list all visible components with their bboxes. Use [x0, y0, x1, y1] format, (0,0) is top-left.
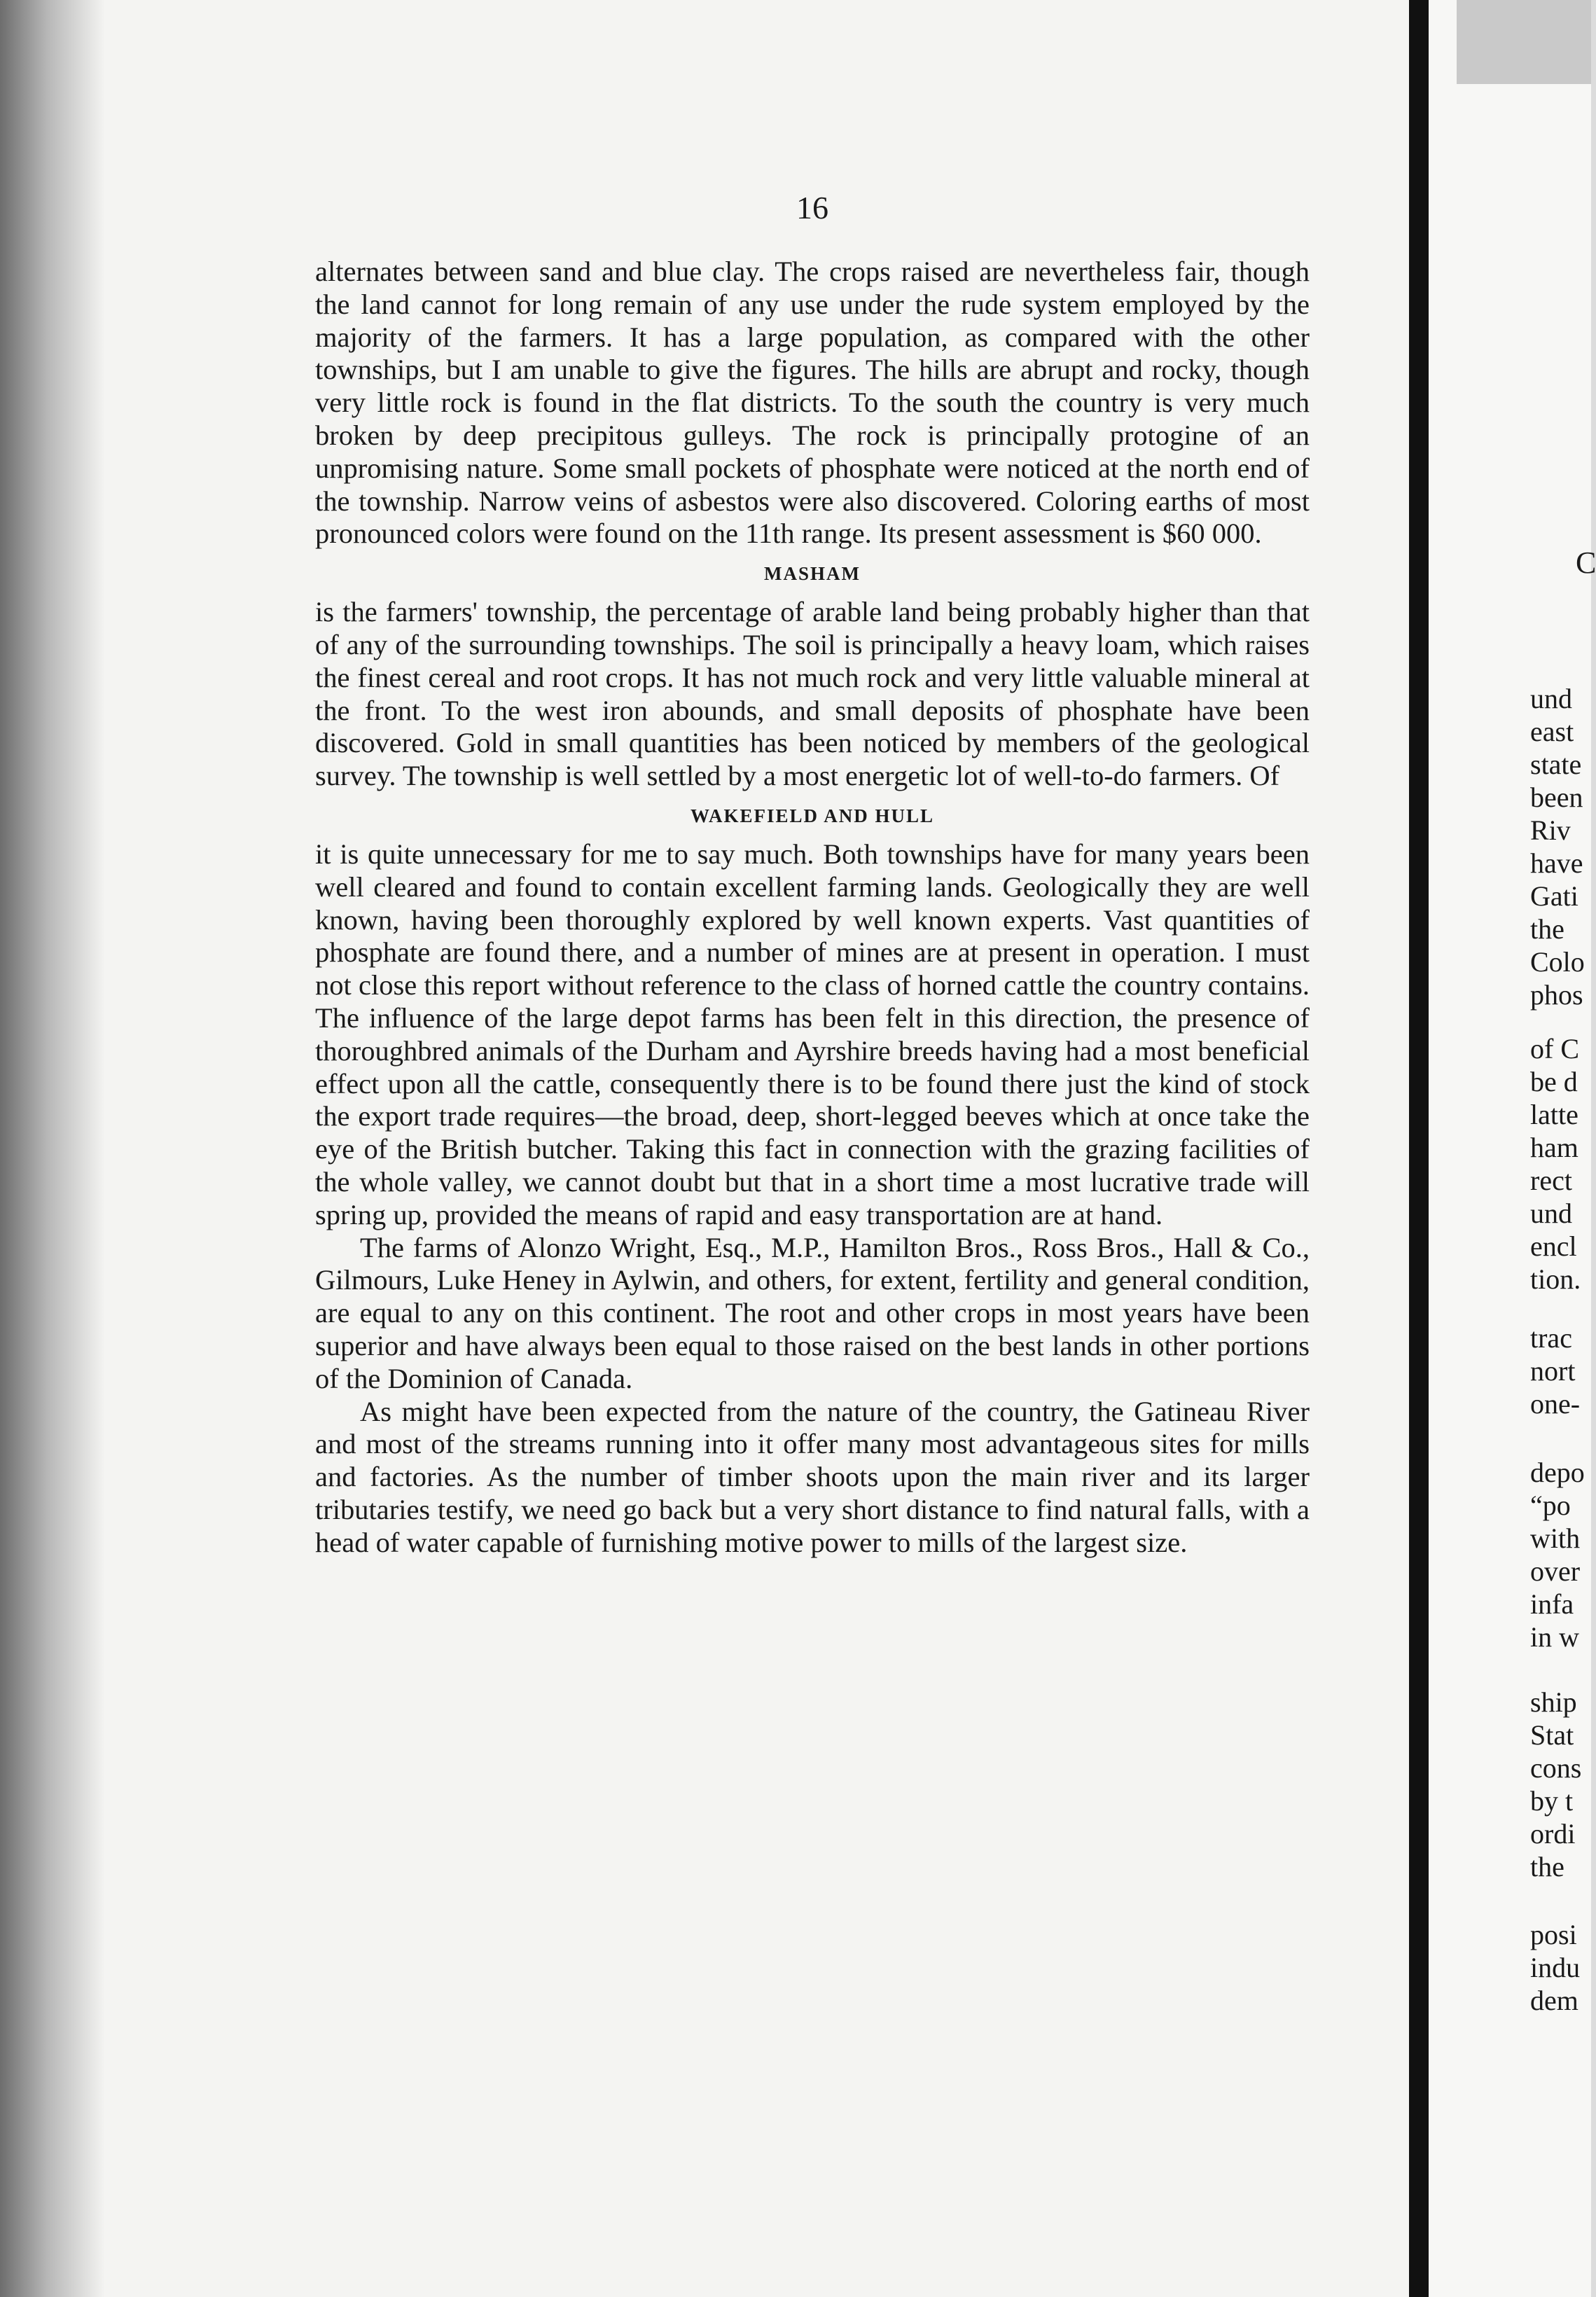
- paragraph-mills: As might have been expected from the nature of the country, the Gatineau River and most of the streams running into it offer many most advantageous sites for mills and factories. As the number of timber shoots upon the main river and its larger tributaries testify, we need go back but a very short distance to find natural falls, with a head of water capable of furnishing motive power to mills of the largest size.: [315, 1395, 1310, 1558]
- right-fragment: latte: [1530, 1099, 1578, 1130]
- right-fragment: by t: [1530, 1785, 1574, 1817]
- right-fragment: nort: [1530, 1355, 1576, 1387]
- right-fragment: “po: [1530, 1490, 1571, 1521]
- right-fragment: been: [1530, 782, 1583, 813]
- right-fragment: depo: [1530, 1457, 1585, 1488]
- right-fragment: east: [1530, 716, 1574, 747]
- binding-shadow: [0, 0, 105, 2297]
- right-fragment: indu: [1530, 1952, 1581, 1983]
- right-page-torn-corner: [1457, 0, 1591, 84]
- heading-masham: MASHAM: [764, 563, 861, 585]
- right-fragment: have: [1530, 847, 1583, 879]
- right-fragment-heading: C: [1576, 546, 1596, 580]
- right-fragment: with: [1530, 1522, 1581, 1554]
- right-fragment: ordi: [1530, 1818, 1576, 1850]
- right-fragment: Colo: [1530, 946, 1585, 978]
- paragraph-masham: is the farmers' township, the percentage of arable land being probably higher than that of any of the surrounding townships. The soil is principally a heavy loam, which raises the finest cereal and root crops. It has not much rock and very little valuable mineral at the front. To the west iron abounds, and small deposits of phosphate have been discovered. Gold in small quantities has been noticed by members of the geological survey. The township is well settled by a most energetic lot of well-to-do farmers. Of: [315, 596, 1310, 792]
- right-fragment: in w: [1530, 1621, 1579, 1653]
- right-fragment: rect: [1530, 1165, 1572, 1196]
- right-fragment: Gati: [1530, 880, 1578, 912]
- right-fragment: one-: [1530, 1388, 1581, 1420]
- right-fragment: posi: [1530, 1919, 1577, 1950]
- right-fragment: phos: [1530, 979, 1583, 1011]
- paragraph-opening: alternates between sand and blue clay. The crops raised are nevertheless fair, though the land cannot for long remain of any use under the rude system employed by the majority of the farmers. It has a large population, as compared with the other townships, but I am unable to give the figures. The hills are abrupt and rocky, though very little rock is found in the flat districts. To the south the country is very much broken by deep precipitous gulleys. The rock is principally protogine of an unpromising nature. Some small pockets of phosphate were noticed at the north end of the township. Narrow veins of asbestos were also discovered. Coloring earths of most pronounced colors were found on the 11th range. Its present assessment is $60 000.: [315, 256, 1310, 550]
- right-fragment: und: [1530, 683, 1572, 714]
- page-number: 16: [796, 190, 828, 225]
- right-fragment: ham: [1530, 1132, 1578, 1163]
- right-fragment: encl: [1530, 1230, 1577, 1262]
- paragraph-wakefield: it is quite unnecessary for me to say much. Both townships have for many years been well cleared and found to contain excellent farming lands. Geologically they are well known, having been thoroughly explored by well known experts. Vast quantities of phosphate are found there, and a number of mines are at present in operation. I must not close this report without reference to the class of horned cattle the country contains. The influence of the large depot farms has been felt in this direction, the presence of thoroughbred animals of the Durham and Ayrshire breeds having had a most beneficial effect upon all the cattle, consequently there is to be found there just the kind of stock the export trade requires—the broad, deep, short-legged beeves which at once take the eye of the British butcher. Taking this fact in connection with the grazing facilities of the whole valley, we cannot doubt but that in a short time a most lucrative trade will spring up, provided the means of rapid and easy transportation are at hand.: [315, 838, 1310, 1230]
- paragraph-farms: The farms of Alonzo Wright, Esq., M.P., Hamilton Bros., Ross Bros., Hall & Co., Gilmours, Luke Heney in Aylwin, and others, for extent, fertility and general condition, are equal to any on this continent. The root and other crops in most years have been superior and have always been equal to those raised on the best lands in other portions of the Dominion of Canada.: [315, 1231, 1310, 1394]
- right-fragment: state: [1530, 749, 1582, 780]
- right-fragment: infa: [1530, 1588, 1574, 1620]
- right-fragment: und: [1530, 1198, 1572, 1229]
- right-fragment: trac: [1530, 1322, 1572, 1354]
- right-fragment: Stat: [1530, 1719, 1574, 1751]
- heading-wakefield-and-hull: WAKEFIELD AND HULL: [690, 805, 935, 826]
- right-fragment: tion.: [1530, 1263, 1581, 1295]
- right-fragment: over: [1530, 1555, 1581, 1587]
- page-body: [315, 256, 1310, 1559]
- right-fragment: cons: [1530, 1752, 1582, 1784]
- right-fragment: the: [1530, 913, 1564, 945]
- page-edge: [1409, 0, 1430, 2297]
- right-fragment: dem: [1530, 1985, 1578, 2016]
- right-fragment: the: [1530, 1851, 1564, 1882]
- right-fragment: of C: [1530, 1033, 1579, 1064]
- right-fragment: be d: [1530, 1066, 1578, 1097]
- right-fragment: Riv: [1530, 814, 1571, 846]
- right-fragment: ship: [1530, 1686, 1577, 1718]
